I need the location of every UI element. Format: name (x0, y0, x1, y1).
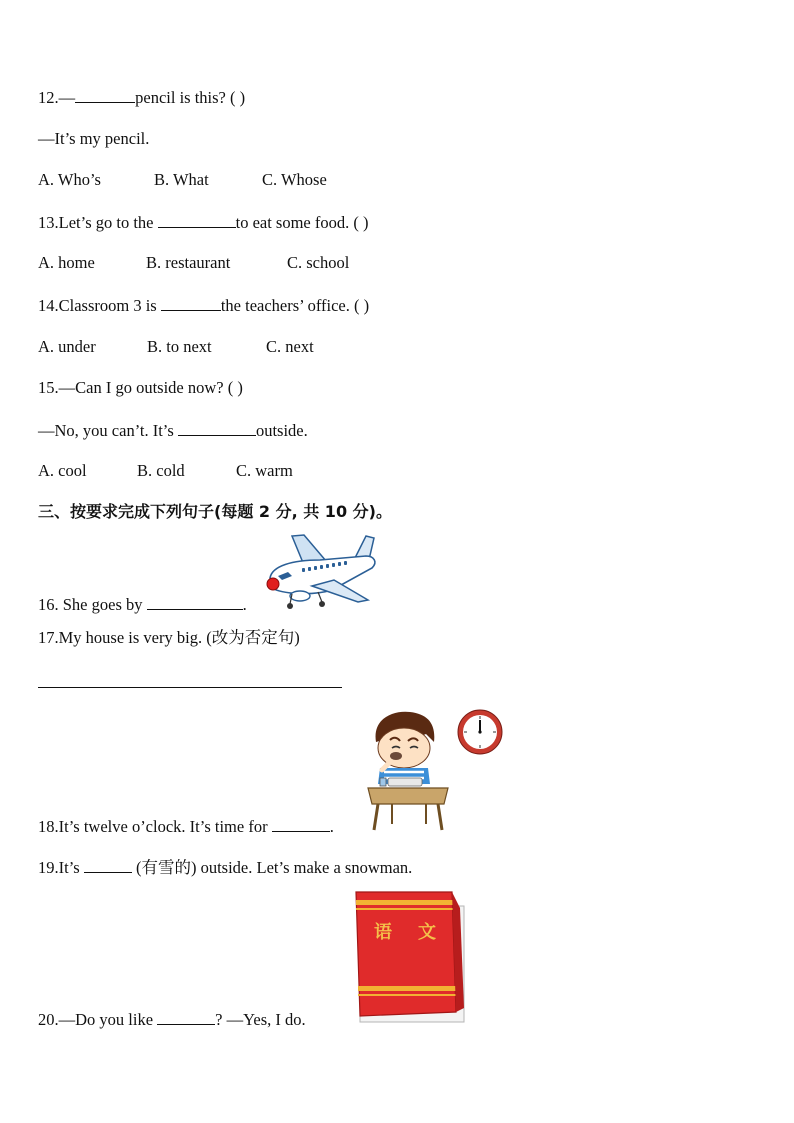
option-c[interactable]: C. Whose (262, 170, 327, 189)
question-15-options (38, 461, 293, 481)
option-c[interactable]: C. warm (236, 461, 293, 480)
question-20: 20.—Do you like ? —Yes, I do. (38, 1010, 306, 1029)
answer-blank[interactable] (272, 816, 330, 832)
option-c[interactable]: C. school (287, 253, 350, 272)
book-cover-graphic (352, 888, 466, 1024)
book-label-char: 文 (418, 922, 436, 943)
question-16: 16. She goes by . (38, 595, 247, 614)
question-12-reply: —It’s my pencil. (38, 129, 150, 148)
airplane-icon (262, 532, 380, 612)
answer-line-17[interactable] (38, 687, 342, 688)
option-a[interactable]: A. under (38, 337, 96, 356)
answer-blank[interactable] (161, 295, 221, 311)
option-b[interactable]: B. cold (137, 461, 185, 480)
question-12: 12.— pencil is this? ( ) (38, 88, 246, 107)
question-14: 14.Classroom 3 is the teachers’ office. ( ) (38, 296, 370, 315)
option-b[interactable]: B. to next (147, 337, 212, 356)
answer-blank[interactable] (157, 1009, 215, 1025)
option-b[interactable]: B. What (154, 170, 209, 189)
option-a[interactable]: A. cool (38, 461, 87, 480)
question-15-reply: —No, you can’t. It’s outside. (38, 421, 308, 440)
chinese-book-icon (352, 888, 466, 1024)
question-17: 17.My house is very big. (改为否定句) (38, 628, 300, 647)
answer-blank[interactable] (178, 420, 256, 436)
option-a[interactable]: A. Who’s (38, 170, 101, 189)
answer-blank[interactable] (84, 857, 132, 873)
question-18: 18.It’s twelve o’clock. It’s time for . (38, 817, 334, 836)
answer-blank[interactable] (75, 87, 135, 103)
option-c[interactable]: C. next (266, 337, 314, 356)
question-13: 13.Let’s go to the to eat some food. ( ) (38, 213, 369, 232)
question-15: 15.—Can I go outside now? ( ) (38, 378, 243, 397)
question-12-options (38, 170, 327, 190)
clock-icon (456, 708, 504, 756)
question-19: 19.It’s (有雪的) outside. Let’s make a snowman. (38, 858, 413, 877)
answer-blank[interactable] (158, 212, 236, 228)
answer-blank[interactable] (147, 594, 243, 610)
question-14-options (38, 337, 314, 357)
boy-eating-icon (364, 708, 454, 832)
section-3-heading: 三、按要求完成下列句子(每题 2 分, 共 10 分)。 (38, 502, 392, 521)
option-b[interactable]: B. restaurant (146, 253, 231, 272)
question-13-options (38, 253, 349, 273)
option-a[interactable]: A. home (38, 253, 95, 272)
book-label-char: 语 (374, 922, 392, 943)
